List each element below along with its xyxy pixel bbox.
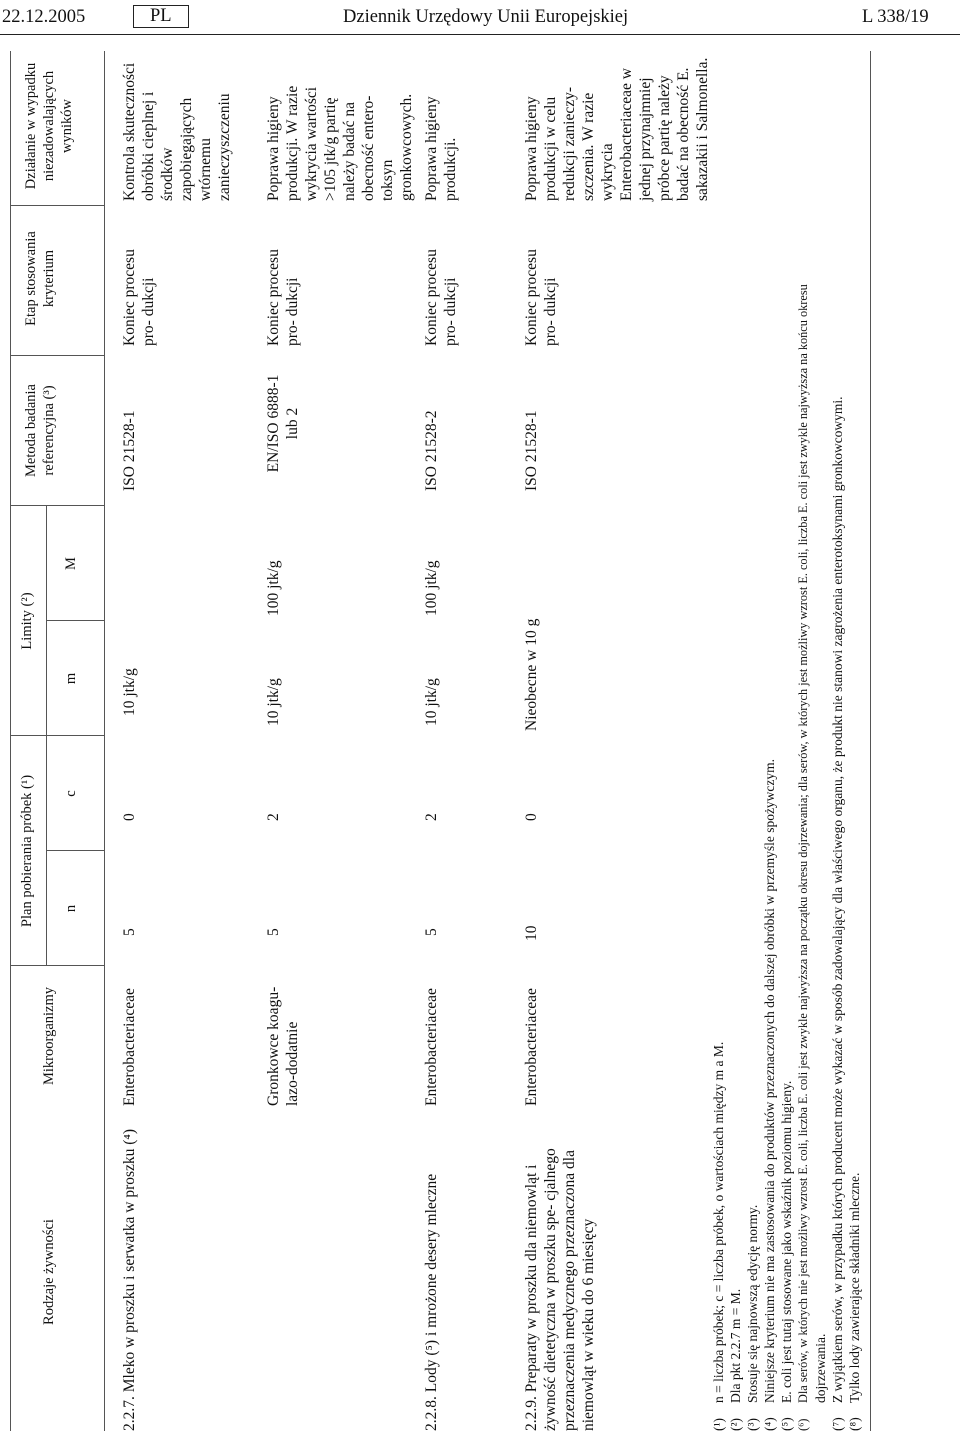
table-row-stage: Koniec procesu pro- dukcji	[423, 249, 459, 346]
table-row-c: 0	[523, 813, 540, 821]
footnote: (⁷)Z wyjątkiem serów, w przypadku których producent może wykazać w sposób zadowalający dla właściwego organu, że produkt nie stanowi zagrożenia enterotoksynami gronkowcowymi.	[830, 396, 845, 1431]
footnote: (⁶)Dla serów, w których nie jest możliwy wzrost E. coli, liczba E. coli jest zwykle najwyższa na początku okresu dojrzewania; dla serów, w których jest możliwy wzrost E. coli, liczba E. coli jest zwykle najwyższa na końcu okresu	[796, 284, 810, 1431]
col-rule	[10, 965, 104, 966]
table-row-c: 2	[423, 813, 440, 821]
header-page-number: L 338/19	[862, 7, 929, 27]
footnote: (⁸)Tylko lody zawierające składniki mleczne.	[847, 1172, 862, 1431]
table-row-M: 100 jtk/g	[265, 560, 282, 616]
rotated-table-sheet	[0, 51, 930, 1431]
table-row-method: ISO 21528-1	[523, 410, 540, 491]
table-row-n: 5	[265, 928, 282, 936]
table-row-method: ISO 21528-2	[423, 410, 440, 491]
col-header-limits: Limity (²)	[19, 592, 35, 650]
table-row-method: ISO 21528-1	[121, 410, 138, 491]
table-top-rule	[10, 51, 11, 1431]
table-row-stage: Koniec procesu pro- dukcji	[265, 249, 301, 346]
table-row-c: 0	[121, 813, 138, 821]
footnote: (³)Stosuje się najnowszą edycję normy.	[745, 1204, 760, 1431]
col-header-action: Działanie w wypadku niezadowalających wyników	[23, 62, 75, 190]
footnote: (⁵)E. coli jest tutaj stosowane jako wskaźnik poziomu higieny.	[779, 1080, 794, 1431]
header-bottom-rule	[104, 51, 105, 1431]
footnote: (¹)n = liczba próbek; c = liczba próbek, o wartościach między m a M.	[711, 1041, 726, 1431]
col-header-method: Metoda badania referencyjna (³)	[23, 384, 57, 478]
col-rule	[10, 735, 104, 736]
table-row-micro: Enterobacteriaceae	[523, 988, 540, 1106]
col-header-m: m	[63, 672, 79, 685]
col-rule	[10, 205, 104, 206]
table-row-micro: Gronkowce koagu- lazo-dodatnie	[265, 986, 301, 1106]
table-row-action: Poprawa higieny produkcji w celu redukcji zanieczy- szczenia. W razie wykrycia Enterobacteriaceae w jednej przynajmniej próbce partię należy badać na obecność E. sakazakii i Salmonella.	[523, 57, 711, 201]
col-rule	[46, 850, 104, 851]
table-row-stage: Koniec procesu pro- dukcji	[121, 249, 157, 346]
table-row-c: 2	[265, 813, 282, 821]
header-journal-title: Dziennik Urzędowy Unii Europejskiej	[343, 7, 629, 27]
col-header-stage: Etap stosowania kryterium	[23, 231, 57, 326]
col-rule	[46, 620, 104, 621]
table-row-action: Kontrola skuteczności obróbki cieplnej i środków zapobiegających wtórnemu zanieczyszczeniu	[121, 62, 233, 201]
table-row-food: 2.2.8. Lody (⁵) i mrożone desery mleczne	[423, 1173, 440, 1431]
table-row-n: 10	[523, 925, 540, 941]
table-row-micro: Enterobacteriaceae	[423, 988, 440, 1106]
table-row-n: 5	[423, 928, 440, 936]
table-row-food: 2.2.9. Preparaty w proszku dla niemowląt i żywność dietetyczna w proszku spe- cjalnego przeznaczenia medycznego przeznaczona dla niemowląt w wieku do 6 miesięcy	[523, 1148, 597, 1431]
footnote: (⁴)Niniejsze kryterium nie ma zastosowania do produktów przeznaczonych do dalszej obróbki w przemyśle spożywczym.	[762, 758, 777, 1431]
col-header-food: Rodzaje żywności	[41, 1219, 57, 1325]
table-bottom-rule	[870, 51, 871, 1431]
table-row-stage: Koniec procesu pro- dukcji	[523, 249, 559, 346]
table-row-action: Poprawa higieny produkcji.	[423, 96, 459, 201]
table-row-micro: Enterobacteriaceae	[121, 988, 138, 1106]
header-rule	[0, 34, 960, 35]
col-header-M: M	[63, 557, 79, 570]
table-row-n: 5	[121, 928, 138, 936]
col-header-n: n	[63, 904, 79, 913]
table-row-m: 10 jtk/g	[265, 678, 282, 726]
header-date: 22.12.2005	[2, 7, 86, 27]
col-header-micro: Mikroorganizmy	[41, 987, 57, 1085]
footnote: (²)Dla pkt 2.2.7 m = M.	[728, 1288, 743, 1431]
table-row-action: Poprawa higieny produkcji. W razie wykrycia wartości >105 jtk/g partię należy badać na obecność entero- toksyn gronkowcowych.	[265, 85, 415, 201]
subheader-rule	[46, 506, 47, 966]
col-header-plan: Plan pobierania próbek (¹)	[19, 774, 35, 928]
table-row-food: 2.2.7. Mleko w proszku i serwatka w proszku (⁴)	[121, 1129, 138, 1431]
col-rule	[10, 505, 104, 506]
header-language-badge: PL	[133, 5, 189, 28]
col-rule	[10, 355, 104, 356]
table-row-method: EN/ISO 6888-1 lub 2	[265, 374, 301, 473]
footnote: dojrzewania.	[813, 1333, 828, 1403]
table-row-M: 100 jtk/g	[423, 560, 440, 616]
col-header-c: c	[63, 790, 79, 797]
table-row-m: 10 jtk/g	[423, 678, 440, 726]
table-row-limits: 10 jtk/g	[121, 668, 138, 716]
table-row-limits: Nieobecne w 10 g	[523, 618, 540, 731]
page-header	[0, 0, 960, 34]
